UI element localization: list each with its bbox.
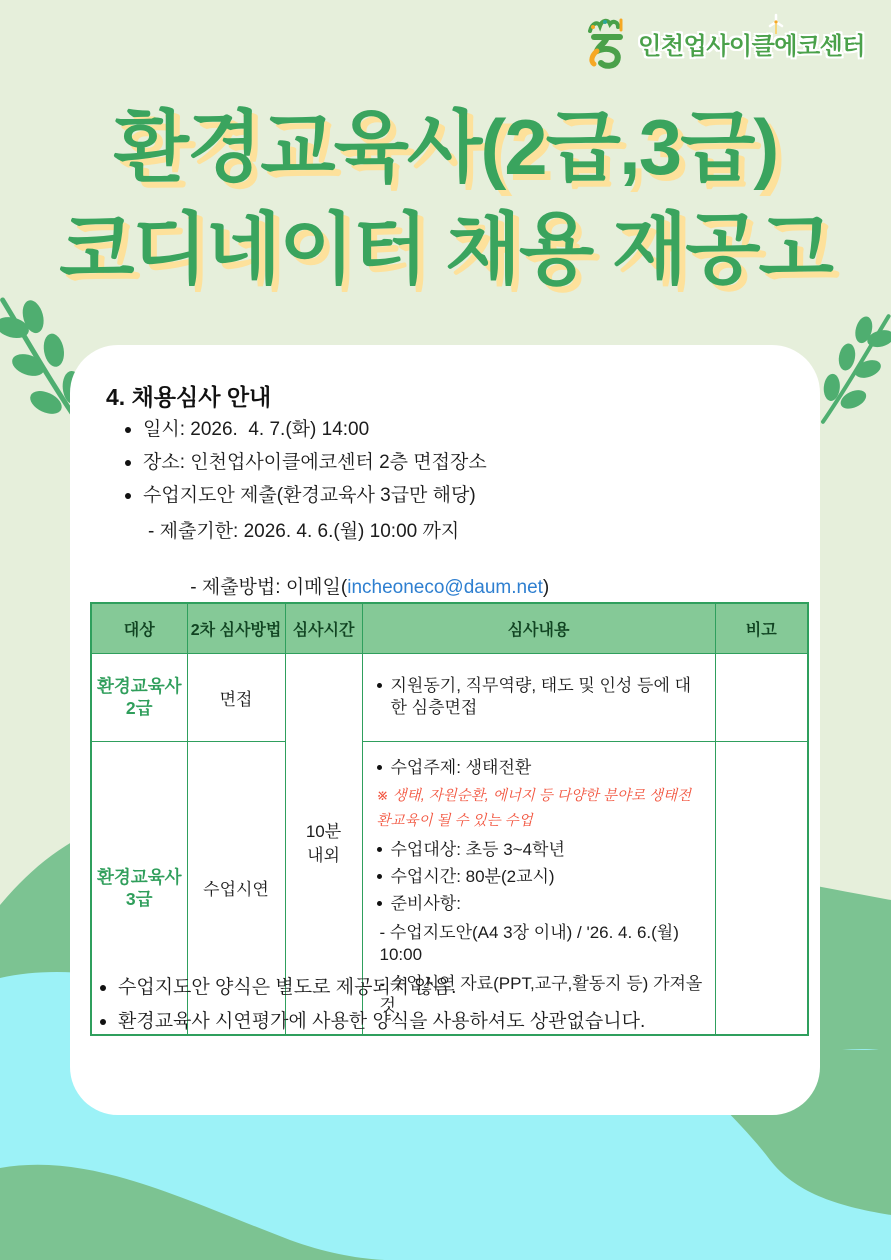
wind-turbine-icon	[765, 13, 787, 35]
submission-text: 수업지도안 제출(환경교육사 3급만 해당)	[143, 485, 476, 506]
note-1: 수업지도안 양식은 별도로 제공되지 않음.	[118, 977, 457, 998]
list-item	[377, 893, 703, 915]
submission-deadline: - 제출기한: 2026. 4. 6.(월) 10:00 까지	[148, 521, 460, 542]
poster-title-line2: 코디네이터 채용 재공고	[59, 205, 832, 293]
logo-org-name: 인천업사이클에코센터	[638, 32, 865, 60]
target-grade2-cell: 환경교육사 2급	[91, 653, 187, 741]
remark-cell	[715, 653, 808, 741]
lesson-topic-note: ※ 생태, 자원순환, 에너지 등 다양한 분야로 생태전환교육이 될 수 있는 수업	[376, 787, 692, 829]
method-prefix: - 제출방법: 이메일(	[190, 577, 348, 598]
bullet-icon	[125, 493, 131, 499]
screening-table	[90, 602, 809, 1036]
leaf-branch-right-icon	[815, 302, 891, 436]
lesson-duration: 수업시간: 80분(2교시)	[390, 866, 555, 886]
col-header-remark: 비고	[715, 603, 808, 653]
list-item	[100, 1011, 790, 1032]
section-heading: 4. 채용심사 안내	[106, 384, 272, 410]
location-text: 장소: 인천업사이클에코센터 2층 면접장소	[143, 452, 487, 473]
list-item	[125, 452, 785, 473]
content-card	[70, 345, 820, 1115]
col-header-time: 심사시간	[285, 603, 362, 653]
prep-item-1: - 수업지도안(A4 3장 이내) / '26. 4. 6.(월) 10:00	[379, 922, 684, 964]
time-cell: 10분 내외	[285, 653, 362, 1035]
prep-item-2: - 수업시연 자료(PPT,교구,활동지 등) 가져올 것	[379, 973, 708, 1015]
lesson-preparation: 준비사항:	[390, 893, 461, 913]
list-item	[377, 866, 703, 888]
bullet-icon	[377, 847, 382, 852]
bullet-icon	[377, 683, 382, 688]
logo	[580, 16, 865, 70]
bullet-icon	[125, 460, 131, 466]
footer-notes	[100, 977, 790, 1045]
method-interview-cell: 면접	[187, 653, 285, 741]
bullet-icon	[100, 985, 106, 991]
bullet-icon	[377, 765, 382, 770]
lesson-topic: 수업주제: 생태전환	[390, 757, 532, 777]
lesson-audience: 수업대상: 초등 3~4학년	[390, 839, 565, 859]
list-item	[377, 757, 703, 779]
bullet-icon	[125, 427, 131, 433]
logo-mascot-icon	[580, 16, 634, 70]
target-grade3-cell: 환경교육사 3급	[91, 741, 187, 1035]
bullet-icon	[377, 901, 382, 906]
poster-title	[0, 96, 891, 300]
bullet-icon	[100, 1019, 106, 1025]
list-item	[125, 485, 785, 506]
list-item	[100, 977, 790, 998]
col-header-content: 심사내용	[362, 603, 715, 653]
bullet-icon	[377, 874, 382, 879]
col-header-method: 2차 심사방법	[187, 603, 285, 653]
table-header-row	[91, 603, 808, 653]
content-grade2-cell	[362, 653, 715, 741]
list-item	[377, 839, 703, 861]
method-suffix: )	[542, 577, 550, 598]
note-2: 환경교육사 시연평가에 사용한 양식을 사용하셔도 상관없습니다.	[118, 1011, 646, 1032]
datetime-text: 일시: 2026. 4. 7.(화) 14:00	[143, 419, 370, 440]
poster-title-line1: 환경교육사(2급,3급)	[113, 103, 778, 191]
list-item: 지원동기, 직무역량, 태도 및 인성 등에 대한 심층면접	[377, 675, 703, 719]
method-demo-cell: 수업시연	[187, 741, 285, 1035]
email-link: incheoneco@daum.net	[347, 577, 543, 598]
col-header-target: 대상	[91, 603, 187, 653]
list-item	[125, 419, 785, 440]
table-row	[91, 653, 808, 741]
